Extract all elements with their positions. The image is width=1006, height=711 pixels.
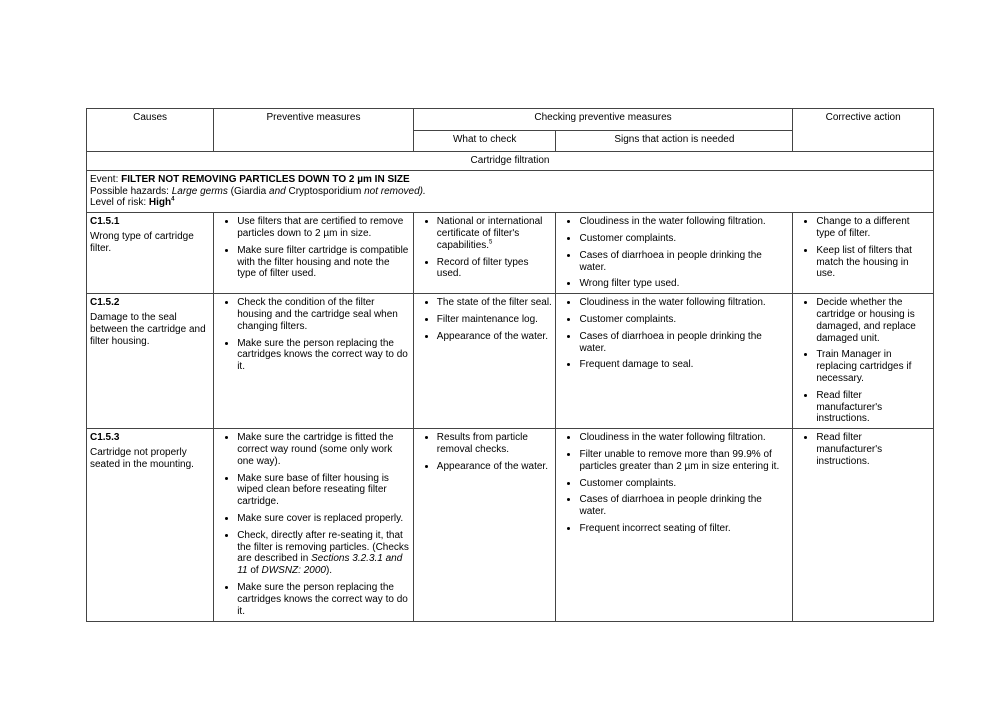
header-signs-action-needed: Signs that action is needed bbox=[556, 130, 793, 152]
cause-description: Damage to the seal between the cartridge and filter housing. bbox=[90, 311, 206, 347]
risk-label: Level of risk: bbox=[90, 197, 147, 209]
corrective-cell bbox=[793, 294, 934, 429]
list-item: • Customer complaints. bbox=[579, 478, 789, 490]
event-line bbox=[90, 174, 930, 186]
section-row bbox=[87, 152, 934, 171]
event-row bbox=[87, 170, 934, 212]
risk-value: High bbox=[148, 197, 172, 209]
list-item: • Filter maintenance log. bbox=[437, 314, 553, 326]
hazards-giardia: Giardia bbox=[233, 185, 267, 197]
pm4-sections: Sections 3.2.3.1 and 11 bbox=[237, 553, 403, 577]
cause-description: Wrong type of cartridge filter. bbox=[90, 230, 194, 254]
header-checking-preventive-measures: Checking preventive measures bbox=[413, 109, 793, 131]
list-item: • Appearance of the water. bbox=[437, 461, 553, 473]
list-item: • Train Manager in replacing cartridges if necessary. bbox=[816, 349, 930, 384]
list-item: • Make sure filter cartridge is compatible with the filter housing and note the type of filter used. bbox=[237, 245, 410, 280]
list-item: • Wrong filter type used. bbox=[579, 278, 789, 290]
list-item: • Make sure cover is replaced properly. bbox=[237, 513, 410, 525]
hazards-germs: Large germs bbox=[171, 185, 228, 197]
list-item: • Cases of diarrhoea in people drinking the water. bbox=[579, 331, 789, 355]
signs-cell bbox=[556, 213, 793, 294]
list-item: • Read filter manufacturer's instructions. bbox=[816, 390, 930, 425]
event-cell bbox=[87, 170, 934, 212]
event-title: FILTER NOT REMOVING PARTICLES DOWN TO 2 µm IN SIZE bbox=[121, 173, 410, 185]
list-item: • Keep list of filters that match the housing in use. bbox=[816, 245, 930, 280]
list-item: • Appearance of the water. bbox=[437, 331, 553, 343]
cause-cell bbox=[87, 294, 214, 429]
pm4-text: Check, directly after re-seating it, that the filter is removing particles. (Checks are described in bbox=[237, 529, 409, 565]
list-item: • Check the condition of the filter housing and the cartridge seal when changing filters. bbox=[237, 297, 410, 332]
hazards-line bbox=[90, 186, 930, 198]
list-item: • Read filter manufacturer's instructions. bbox=[816, 432, 930, 467]
hazards-cryptosporidium: Cryptosporidium bbox=[288, 185, 362, 197]
header-what-to-check: What to check bbox=[413, 130, 556, 152]
list-item: • Make sure the cartridge is fitted the correct way round (some only work one way). bbox=[237, 432, 410, 467]
cause-code: C1.5.2 bbox=[90, 297, 120, 309]
list-item: • Results from particle removal checks. bbox=[437, 432, 553, 456]
list-item bbox=[437, 216, 553, 251]
corrective-cell bbox=[793, 213, 934, 294]
list-item bbox=[237, 530, 410, 577]
check-text: National or international certificate of filter's capabilities. bbox=[436, 216, 543, 251]
list-item: • Filter unable to remove more than 99.9% of particles greater than 2 µm in size entering it. bbox=[579, 449, 789, 473]
hazards-label: Possible hazards: bbox=[90, 185, 169, 197]
signs-cell bbox=[556, 429, 793, 622]
pm4-of: of bbox=[250, 565, 259, 577]
preventive-cell bbox=[214, 429, 414, 622]
list-item: • Frequent incorrect seating of filter. bbox=[579, 523, 789, 535]
list-item: • Use filters that are certified to remove particles down to 2 µm in size. bbox=[237, 216, 410, 240]
list-item: • Decide whether the cartridge or housing is damaged, and replace damaged unit. bbox=[816, 297, 930, 344]
pm4-document: DWSNZ: 2000 bbox=[261, 565, 326, 577]
list-item: • Customer complaints. bbox=[579, 233, 789, 245]
list-item: • Change to a different type of filter. bbox=[816, 216, 930, 240]
list-item: • Cloudiness in the water following filtration. bbox=[579, 432, 789, 444]
risk-management-table bbox=[86, 108, 934, 622]
table-row bbox=[87, 213, 934, 294]
list-item: • Cloudiness in the water following filtration. bbox=[579, 216, 789, 228]
list-item: • The state of the filter seal. bbox=[437, 297, 553, 309]
preventive-cell bbox=[214, 294, 414, 429]
risk-line bbox=[90, 197, 930, 209]
cause-code: C1.5.3 bbox=[90, 432, 120, 444]
footnote-ref: 5 bbox=[489, 239, 493, 246]
list-item: • Cases of diarrhoea in people drinking the water. bbox=[579, 250, 789, 274]
list-item: • Customer complaints. bbox=[579, 314, 789, 326]
hazards-tail: not removed). bbox=[364, 185, 426, 197]
header-row-1 bbox=[87, 109, 934, 131]
risk-footnote: 4 bbox=[171, 197, 175, 204]
cause-cell bbox=[87, 429, 214, 622]
header-preventive-measures: Preventive measures bbox=[214, 109, 414, 152]
header-corrective-action: Corrective action bbox=[793, 109, 934, 152]
cause-cell bbox=[87, 213, 214, 294]
hazards-and: and bbox=[269, 185, 286, 197]
what-to-check-cell bbox=[413, 429, 556, 622]
list-item: • Cases of diarrhoea in people drinking the water. bbox=[579, 494, 789, 518]
list-item: • Make sure the person replacing the cartridges knows the correct way to do it. bbox=[237, 338, 410, 373]
pm4-close: ). bbox=[325, 565, 333, 577]
list-item: • Make sure the person replacing the cartridges knows the correct way to do it. bbox=[237, 582, 410, 617]
header-causes: Causes bbox=[87, 109, 214, 152]
list-item: • Record of filter types used. bbox=[437, 257, 553, 281]
cause-description: Cartridge not properly seated in the mounting. bbox=[90, 446, 194, 470]
list-item: • Frequent damage to seal. bbox=[579, 359, 789, 371]
list-item: • Make sure base of filter housing is wiped clean before reseating filter cartridge. bbox=[237, 473, 410, 508]
what-to-check-cell bbox=[413, 294, 556, 429]
cause-code: C1.5.1 bbox=[90, 216, 120, 228]
preventive-cell bbox=[214, 213, 414, 294]
hazards-open-paren: ( bbox=[230, 185, 234, 197]
corrective-cell bbox=[793, 429, 934, 622]
section-title: Cartridge filtration bbox=[87, 152, 934, 171]
list-item: • Cloudiness in the water following filtration. bbox=[579, 297, 789, 309]
table-row bbox=[87, 294, 934, 429]
signs-cell bbox=[556, 294, 793, 429]
event-label: Event: bbox=[90, 173, 119, 185]
what-to-check-cell bbox=[413, 213, 556, 294]
table-row bbox=[87, 429, 934, 622]
